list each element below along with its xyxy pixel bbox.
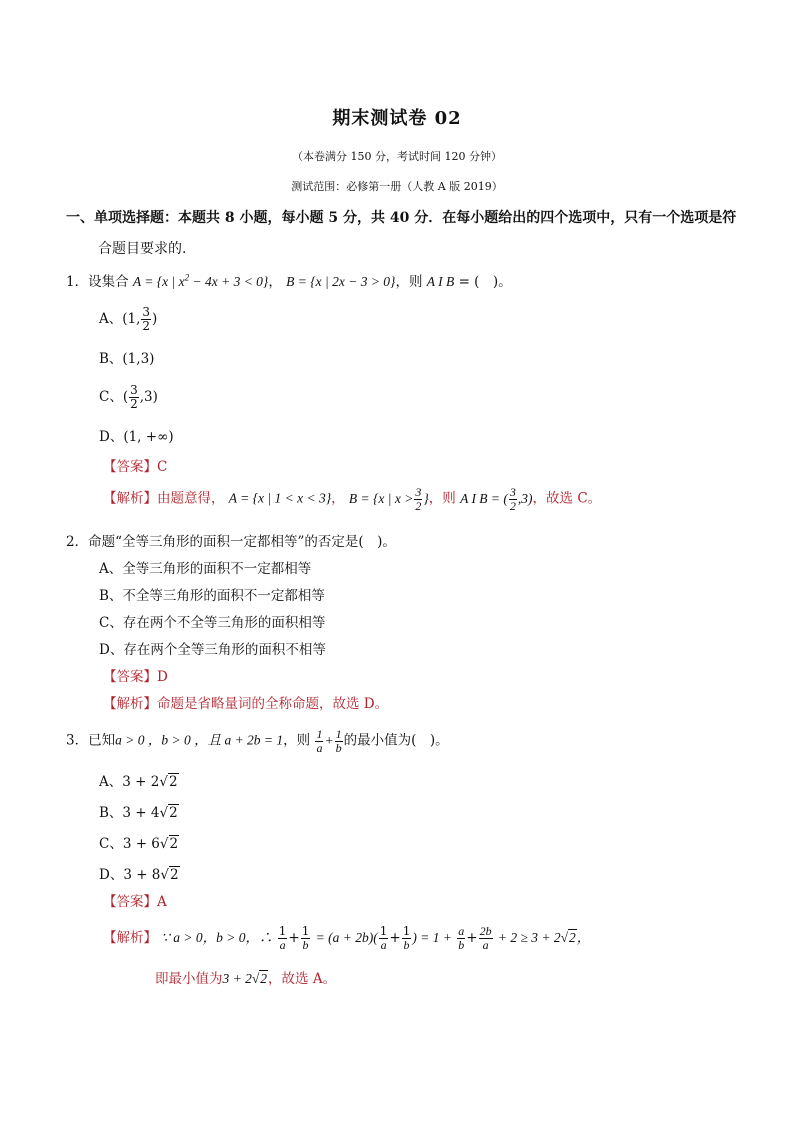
section-heading-line1: 一、单项选择题：本题共 8 小题，每小题 5 分，共 40 分．在每小题给出的四个选项中，只有一个选项是符	[66, 210, 737, 226]
q3-answer	[103, 890, 167, 910]
exam-scope: 测试范围：必修第一册（人教 A 版 2019）	[291, 180, 503, 193]
math-set-b: B = {x | 2x − 3 > 0}	[286, 274, 396, 289]
math-expression: $\frac{1}{a}$ + $\frac{1}{b}$	[316, 727, 342, 755]
question-text: 设集合	[88, 274, 129, 290]
q3-analysis-line1: 【解析】 ∵ a > 0，b > 0，∴ $\frac{1}{a}$ + $\frac{1}{b}$ = (a + 2b)( $\frac{1}{a}$ + $\frac{1}{b}$ ) = 1 + $\frac{a}{b}$ + $\frac{2b}{a}$ + 2 ≥ 3 + 2√2，	[103, 924, 591, 952]
q2-option-d: D、存在两个全等三角形的面积不相等	[99, 642, 326, 658]
q1-option-c: C、( $\frac{3}{2}$ ,3)	[99, 383, 158, 411]
question-2	[66, 530, 396, 550]
q2-analysis	[103, 692, 388, 712]
math-analysis-set-b: B = {x | x > $\frac{3}{2}$ }	[348, 485, 429, 513]
math-set-a: A = {x | $x^2 - 4x + 3 < 0$}	[132, 272, 269, 289]
q2-option-a: A、全等三角形的面积不一定都相等	[99, 561, 312, 577]
answer-value: C	[157, 459, 168, 475]
q1-answer	[103, 455, 167, 475]
exam-subtitle: （本卷满分 150 分，考试时间 120 分钟）	[292, 150, 502, 163]
analysis-tag: 【解析】	[103, 490, 157, 507]
q2-option-c: C、存在两个不全等三角形的面积相等	[99, 615, 326, 631]
q3-option-d: D、3 + 8√2	[99, 867, 179, 883]
analysis-text: 命题是省略量词的全称命题，故选 D。	[157, 696, 389, 712]
q3-option-a: A、3 + 2√2	[99, 774, 178, 790]
math-analysis-set-a: A = {x | 1 < x < 3}	[228, 490, 332, 506]
q1-option-b: B、(1,3)	[99, 351, 155, 367]
question-text: 命题“全等三角形的面积一定都相等”的否定是( )。	[88, 534, 396, 550]
analysis-tag: 【解析】	[103, 930, 157, 946]
q2-option-b: B、不全等三角形的面积不一定都相等	[99, 588, 325, 604]
answer-tag: 【答案】	[103, 894, 157, 910]
q3-option-c: C、3 + 6√2	[99, 836, 179, 852]
question-1: 1．设集合 A = {x | $x^2 - 4x + 3 < 0$}， B = {x | 2x − 3 > 0}，则 A I B = ( )。	[66, 272, 512, 290]
answer-tag: 【答案】	[103, 459, 157, 475]
q2-answer	[103, 665, 168, 685]
math-expression: A I B	[426, 274, 455, 289]
q1-option-a: A、(1, $\frac{3}{2}$ )	[99, 305, 158, 333]
q1-analysis: 【解析】由题意得， A = {x | 1 < x < 3}， B = {x | x > $\frac{3}{2}$ }，则 A I B = ( $\frac{3}{2}$ ,3)，故选 C。	[103, 485, 602, 513]
page-title: 期末测试卷 02	[332, 108, 462, 129]
question-number: 3．	[66, 732, 89, 749]
answer-value: A	[157, 894, 167, 910]
q3-analysis-line2: 即最小值为3 + 2√2，故选 A。	[155, 971, 337, 987]
answer-value: D	[157, 669, 168, 685]
q1-option-d: D、(1, +∞)	[99, 429, 174, 445]
answer-tag: 【答案】	[103, 669, 157, 685]
q3-option-b: B、3 + 4√2	[99, 805, 178, 821]
section-heading-line2: 合题目要求的.	[98, 241, 187, 257]
question-number: 2．	[66, 534, 89, 550]
question-3: 3．已知a > 0 ，b > 0 ，且 a + 2b = 1，则 $\frac{1}{a}$ + $\frac{1}{b}$ 的最小值为( )。	[66, 727, 449, 755]
analysis-tag: 【解析】	[103, 696, 157, 712]
question-number: 1．	[66, 274, 89, 290]
math-analysis-expression: A I B = ( $\frac{3}{2}$ ,3)	[460, 485, 533, 513]
math-condition: a > 0 ，b > 0 ，且 a + 2b = 1	[115, 732, 284, 748]
